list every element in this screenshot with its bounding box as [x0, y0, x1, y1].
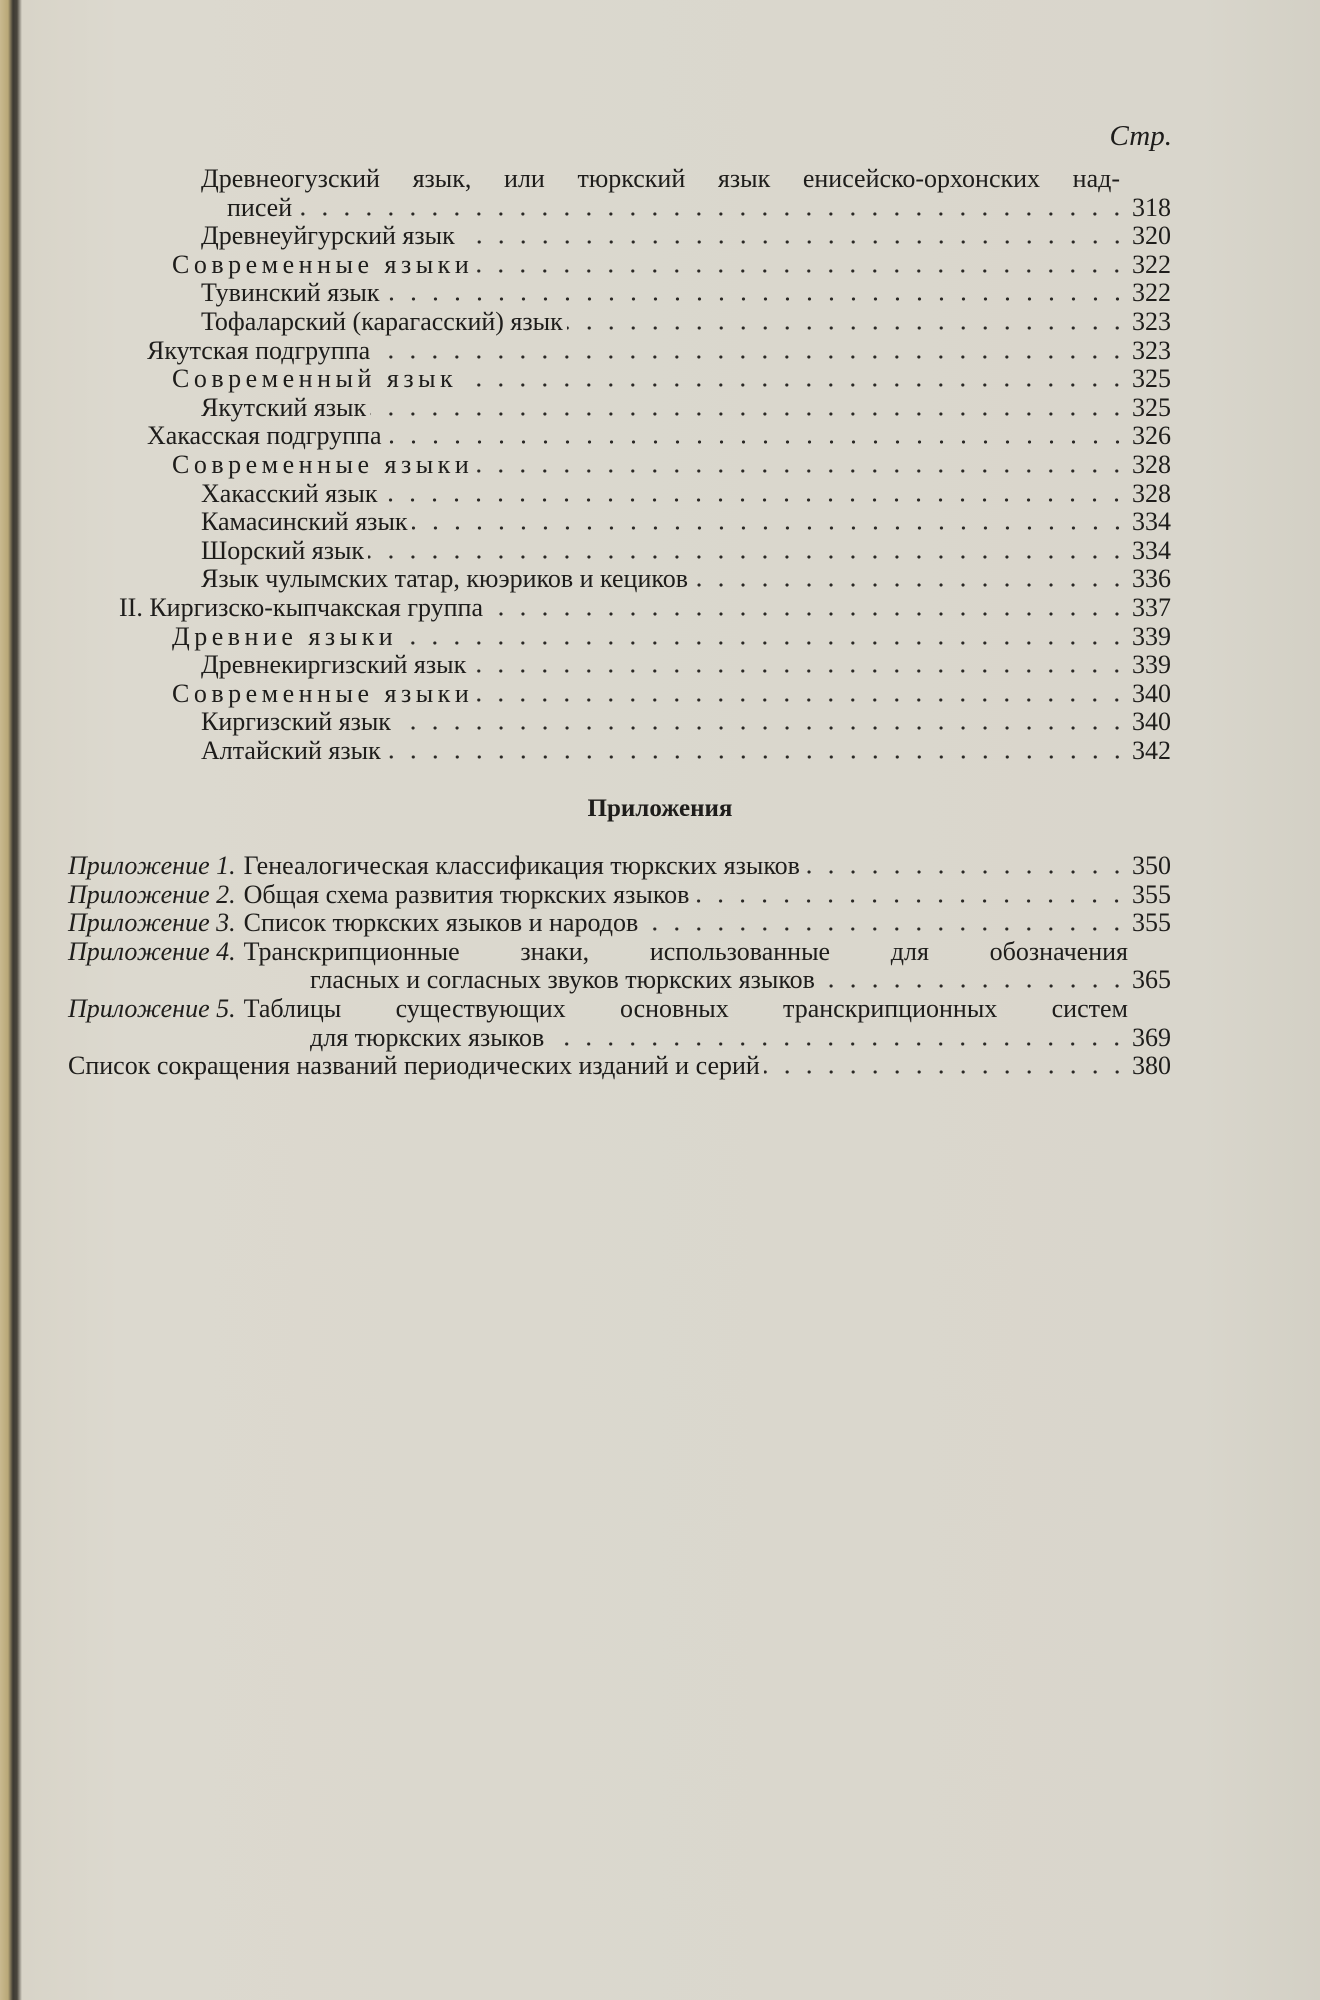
- dot-leader: [381, 479, 1128, 508]
- dot-leader: [804, 851, 1128, 880]
- toc-entry-page: 339: [1132, 621, 1171, 651]
- toc-entry-page: 340: [1132, 678, 1171, 708]
- appendix-entry: [310, 965, 1171, 994]
- appendix-line1: Транскрипционные знаки, использованные для обозначения: [243, 936, 1128, 966]
- dot-leader: [459, 221, 1128, 250]
- toc-entry-page: 318: [1132, 192, 1171, 222]
- appendix-label: Приложение 4.: [68, 936, 236, 966]
- appendix-line1: Таблицы существующих основных транскрипционных систем: [243, 994, 1128, 1023]
- dot-leader: [642, 908, 1128, 937]
- toc-entry-title: II. Киргизско-кыпчакская группа: [119, 593, 484, 622]
- toc-entry: [172, 622, 1171, 651]
- toc-entry: [227, 193, 1171, 222]
- toc-entry-page: 337: [1132, 593, 1171, 622]
- dot-leader: [764, 1051, 1128, 1080]
- toc-entry-title: Тувинский язык: [201, 278, 380, 308]
- appendix-line: [68, 994, 1128, 1023]
- dot-leader: [470, 650, 1128, 679]
- appendix-title: гласных и согласных звуков тюркских языков: [310, 965, 815, 995]
- appendix-entry: [68, 880, 1171, 909]
- appendix-page: 355: [1132, 908, 1171, 938]
- dot-leader: [461, 364, 1128, 393]
- toc-entry-title: Хакасский язык: [201, 478, 378, 508]
- appendix-page: 380: [1132, 1051, 1171, 1081]
- toc-entry: [201, 536, 1171, 565]
- toc-entry-title: Древнеуйгурский язык: [201, 221, 455, 251]
- toc-entry: [201, 736, 1171, 765]
- appendix-title: Общая схема развития тюркских языков: [243, 879, 690, 909]
- toc-entry-title: Якутский язык: [201, 392, 367, 422]
- appendix-label: Приложение 3.: [68, 908, 236, 938]
- toc-entry-page: 336: [1132, 564, 1171, 594]
- toc-entry: [201, 221, 1171, 250]
- toc-entry: [201, 650, 1171, 679]
- toc-entry: [172, 250, 1171, 279]
- dot-leader: [477, 450, 1128, 479]
- toc-entry: [172, 364, 1171, 393]
- toc-entry-page: 334: [1132, 535, 1171, 565]
- appendix-page: 350: [1132, 851, 1171, 880]
- toc-entry: [201, 707, 1171, 736]
- dot-leader: [692, 564, 1128, 593]
- toc-entry: [201, 479, 1171, 508]
- appendix-page: 355: [1132, 879, 1171, 909]
- appendix-page: 369: [1132, 1022, 1171, 1052]
- appendix-label: Приложение 2.: [68, 879, 236, 909]
- dot-leader: [412, 507, 1128, 536]
- toc-entry: [201, 564, 1171, 593]
- toc-entry-page: 320: [1132, 221, 1171, 251]
- toc-entry-line: Древнеогузский язык, или тюркский язык енисейско-орхонских над-: [201, 164, 1120, 193]
- appendix-entry: [310, 1023, 1171, 1052]
- toc-entry-page: 326: [1132, 421, 1171, 451]
- toc-entry: [201, 307, 1171, 336]
- dot-leader: [386, 421, 1129, 450]
- toc-entry-title: писей: [227, 192, 293, 222]
- toc-entry-title: Современные языки: [172, 450, 474, 479]
- appendix-entry: [68, 908, 1171, 937]
- appendix-title: для тюркских языков: [310, 1022, 545, 1052]
- page-label: Стр.: [1109, 120, 1172, 152]
- appendix-title: Генеалогическая классификация тюркских языков: [243, 851, 800, 880]
- toc-entry: [201, 393, 1171, 422]
- appendix-title: Список тюркских языков и народов: [243, 908, 639, 938]
- dot-leader: [487, 593, 1128, 622]
- dot-leader: [296, 193, 1128, 222]
- appendix-heading: Приложения: [587, 795, 733, 822]
- toc-entry-title: Современный язык: [172, 364, 458, 394]
- toc-entry-title: Киргизский язык: [201, 707, 391, 737]
- toc-entry-page: 339: [1132, 650, 1171, 680]
- toc-entry-page: 340: [1132, 707, 1171, 737]
- dot-leader: [395, 707, 1128, 736]
- dot-leader: [567, 307, 1128, 336]
- toc-entry: [172, 679, 1171, 708]
- toc-entry-page: 322: [1132, 278, 1171, 308]
- toc-entry: [147, 421, 1171, 450]
- dot-leader: [477, 679, 1128, 708]
- toc-entry-page: 323: [1132, 335, 1171, 365]
- dot-leader: [477, 250, 1128, 279]
- toc-entry: [119, 593, 1171, 622]
- toc-entry-title: Древние языки: [172, 621, 398, 651]
- toc-entry-page: 328: [1132, 478, 1171, 508]
- toc-entry-title: Камасинский язык: [201, 507, 408, 537]
- toc-entry: [147, 336, 1171, 365]
- toc-entry-page: 334: [1132, 507, 1171, 537]
- appendix-entry: [68, 1051, 1171, 1080]
- dot-leader: [385, 736, 1128, 765]
- appendix-label: Приложение 1.: [68, 851, 236, 880]
- toc-entry-title: Шорский язык: [201, 535, 365, 565]
- toc-entry-page: 342: [1132, 736, 1171, 765]
- toc-entry-title: Алтайский язык: [201, 736, 381, 765]
- appendix-line: [68, 937, 1128, 966]
- appendix-page: 365: [1132, 965, 1171, 995]
- dot-leader: [819, 965, 1128, 994]
- dot-leader: [370, 393, 1128, 422]
- dot-leader: [368, 536, 1128, 565]
- toc-entry-page: 325: [1132, 364, 1171, 394]
- dot-leader: [374, 336, 1128, 365]
- toc-entry-page: 323: [1132, 307, 1171, 336]
- dot-leader: [384, 278, 1128, 307]
- toc-entry: [201, 507, 1171, 536]
- toc-entry-page: 325: [1132, 392, 1171, 422]
- toc-entry-title: Современные языки: [172, 678, 474, 708]
- appendix-title: Список сокращения названий периодических изданий и серий: [68, 1051, 760, 1081]
- toc-entry-page: 322: [1132, 249, 1171, 279]
- toc-entry-page: 328: [1132, 450, 1171, 479]
- toc-entry-title: Тофаларский (карагасский) язык: [201, 307, 563, 336]
- appendix-label: Приложение 5.: [68, 994, 236, 1023]
- toc-entry-title: Древнекиргизский язык: [201, 650, 467, 680]
- toc-entry-title: Современные языки: [172, 249, 474, 279]
- appendix-entry: [68, 851, 1171, 880]
- toc-entry-title: Якутская подгруппа: [147, 335, 371, 365]
- dot-leader: [548, 1023, 1128, 1052]
- toc-entry: [201, 278, 1171, 307]
- toc-entry: [172, 450, 1171, 479]
- dot-leader: [401, 622, 1128, 651]
- toc-entry-title: Язык чулымских татар, кюэриков и кециков: [201, 564, 688, 594]
- dot-leader: [693, 880, 1128, 909]
- toc-entry-title: Хакасская подгруппа: [147, 421, 382, 451]
